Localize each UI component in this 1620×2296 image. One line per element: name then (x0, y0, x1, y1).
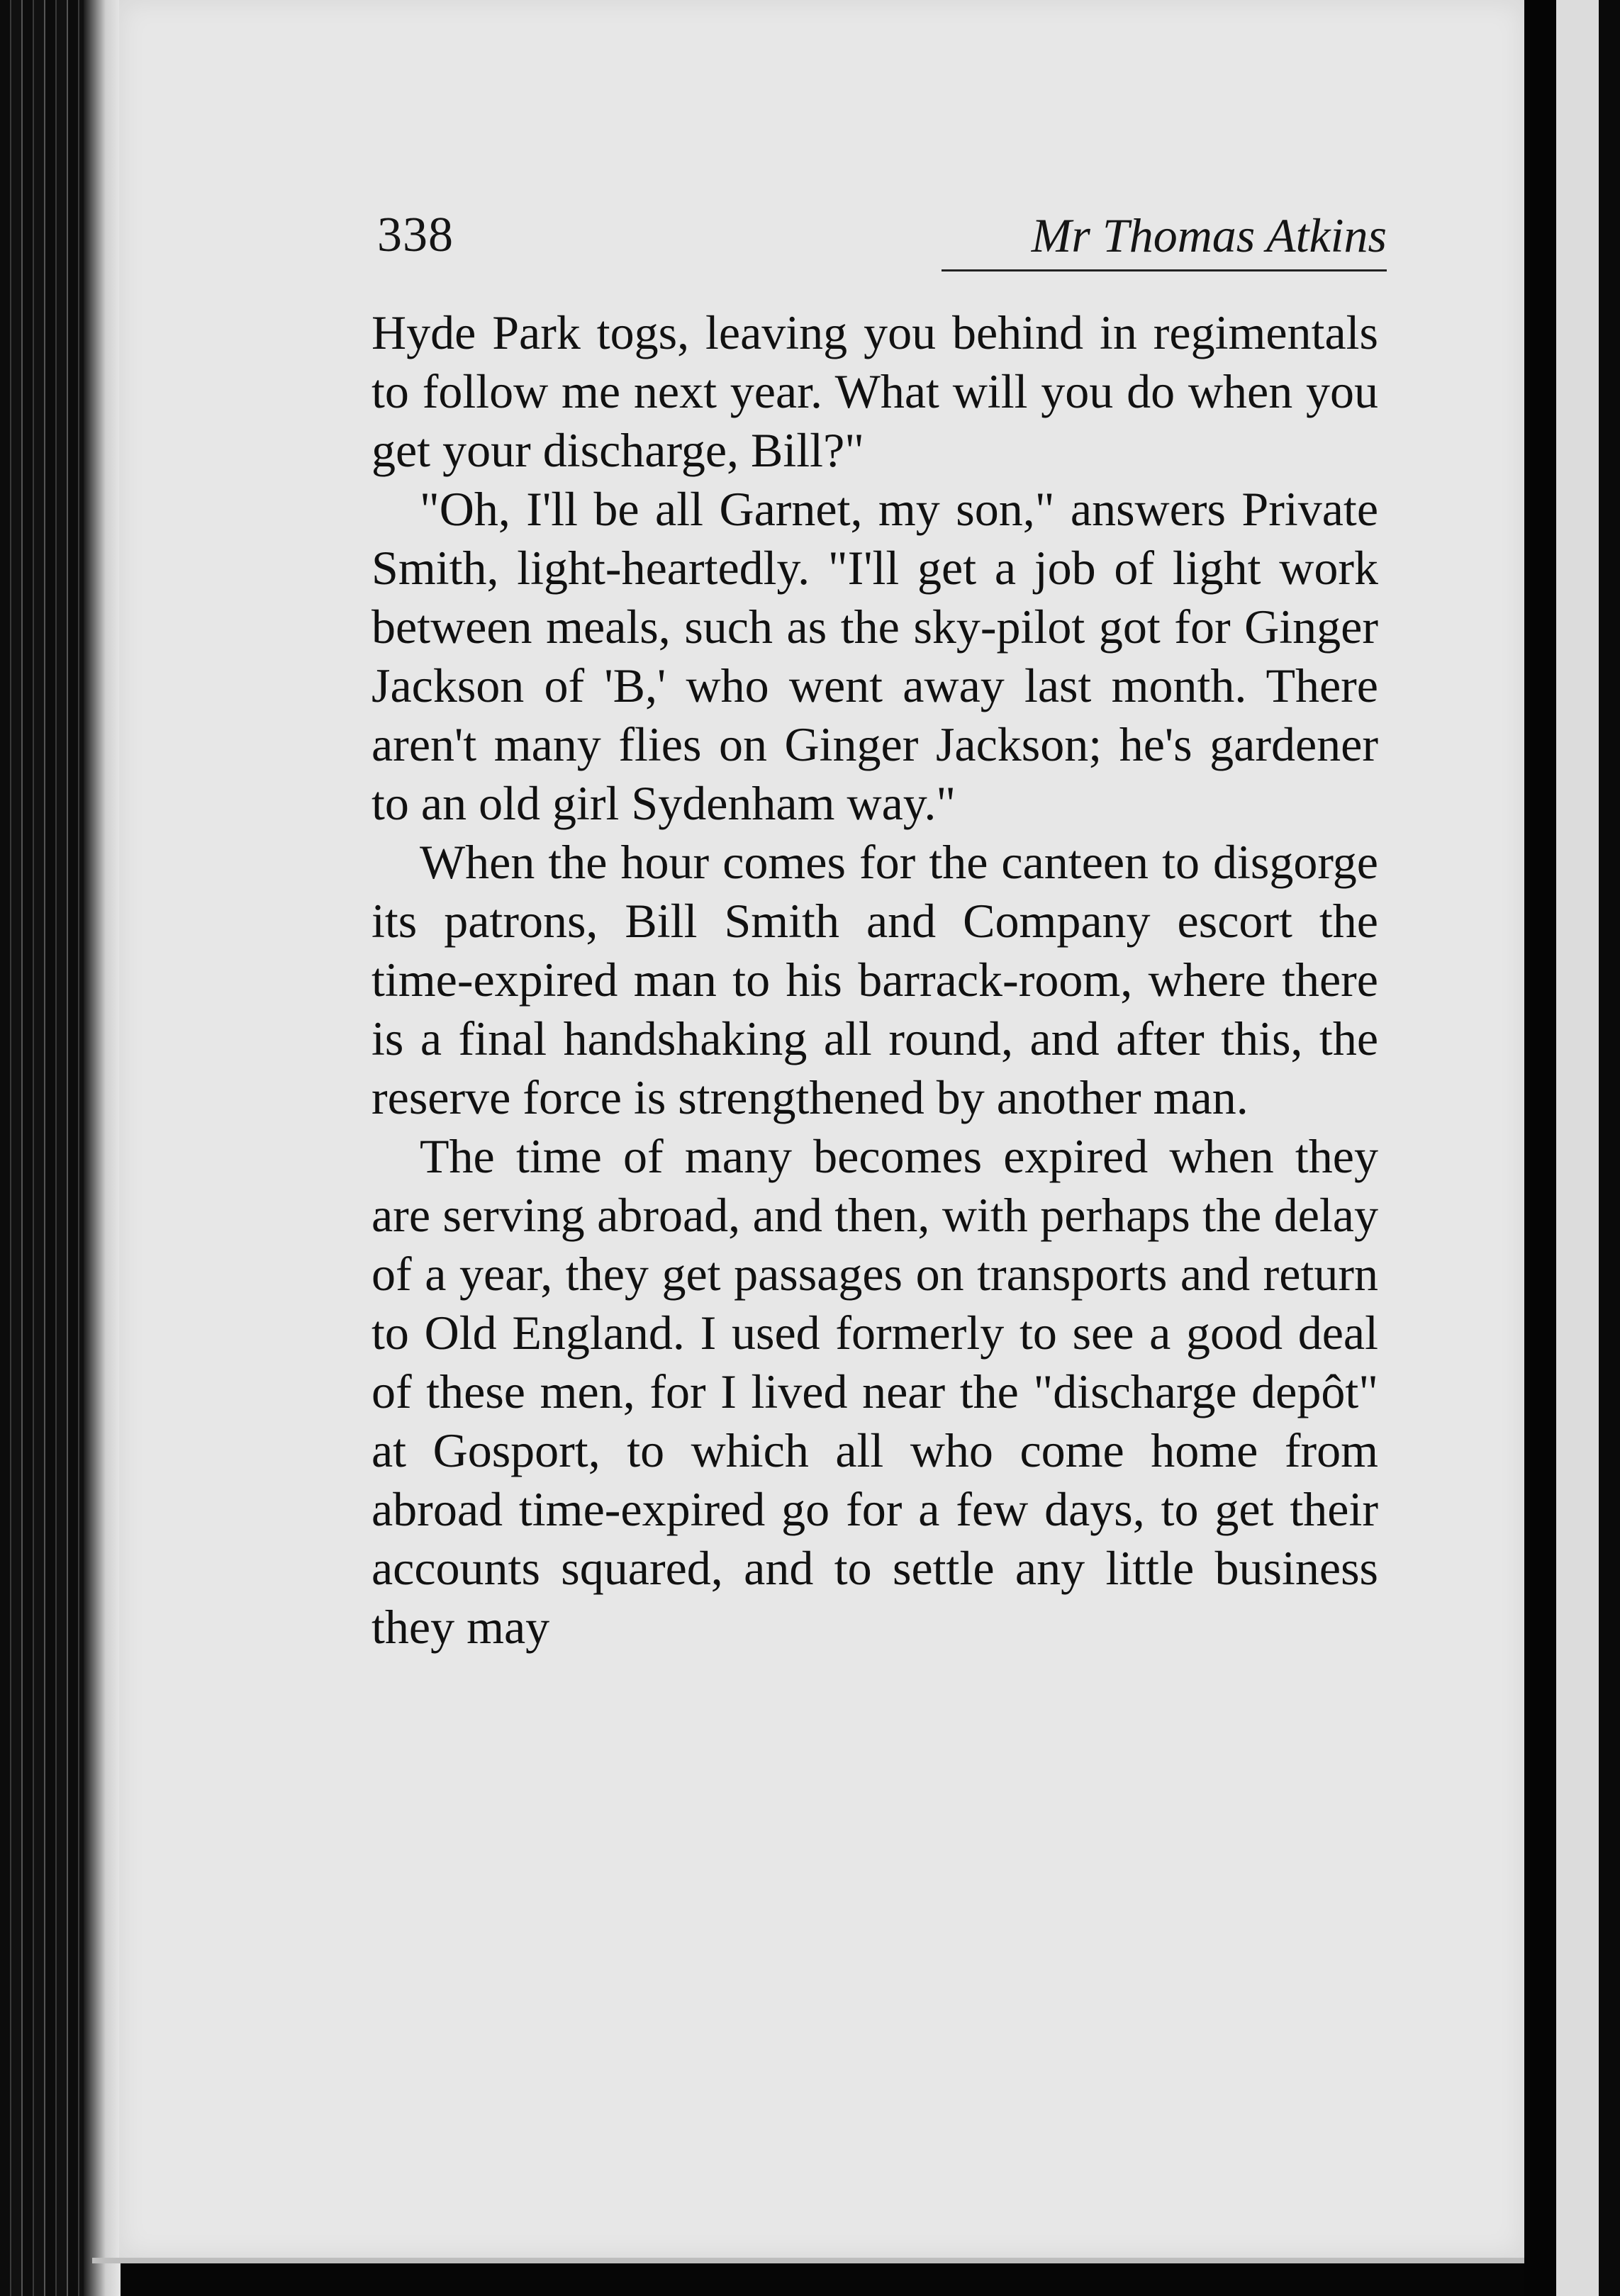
paragraph: "Oh, I'll be all Garnet, my son," answers Private Smith, light-heartedly. "I'll get a job of light work between meals, such as the sky-pilot got for Ginger Jackson of 'B,' who went away last month. There aren't many flies on Ginger Jackson; he's gardener to an old girl Sydenham way." (372, 482, 1378, 830)
page-bottom-edge (92, 2258, 1524, 2263)
next-page-edge (1556, 0, 1599, 2296)
page-number: 338 (377, 208, 454, 262)
paragraph: When the hour comes for the canteen to disgorge its patrons, Bill Smith and Company escort the time-expired man to his barrack-room, where there is a final handshaking all round, and after this, the reserve force is strengthened by another man. (372, 835, 1378, 1124)
body-text (372, 303, 1378, 1657)
page-gutter (84, 0, 121, 2296)
paragraph: The time of many becomes expired when they are serving abroad, and then, with perhaps the delay of a year, they get passages on transports and return to Old England. I used formerly to see a good deal of these men, for I lived near the "discharge depôt" at Gosport, to which all who come home from abroad time-expired go for a few days, to get their accounts squared, and to settle any little business they may (372, 1129, 1378, 1654)
book-edge-right (1524, 0, 1556, 2296)
header-underline (942, 269, 1387, 271)
book-edge-left (0, 0, 85, 2296)
book-title: Mr Thomas Atkins (1031, 208, 1387, 262)
scan-border-right (1599, 0, 1620, 2296)
running-head (377, 200, 1387, 271)
paragraph-continued: Hyde Park togs, leaving you behind in regimentals to follow me next year. What will you do when you get your discharge, Bill?" (372, 306, 1378, 477)
